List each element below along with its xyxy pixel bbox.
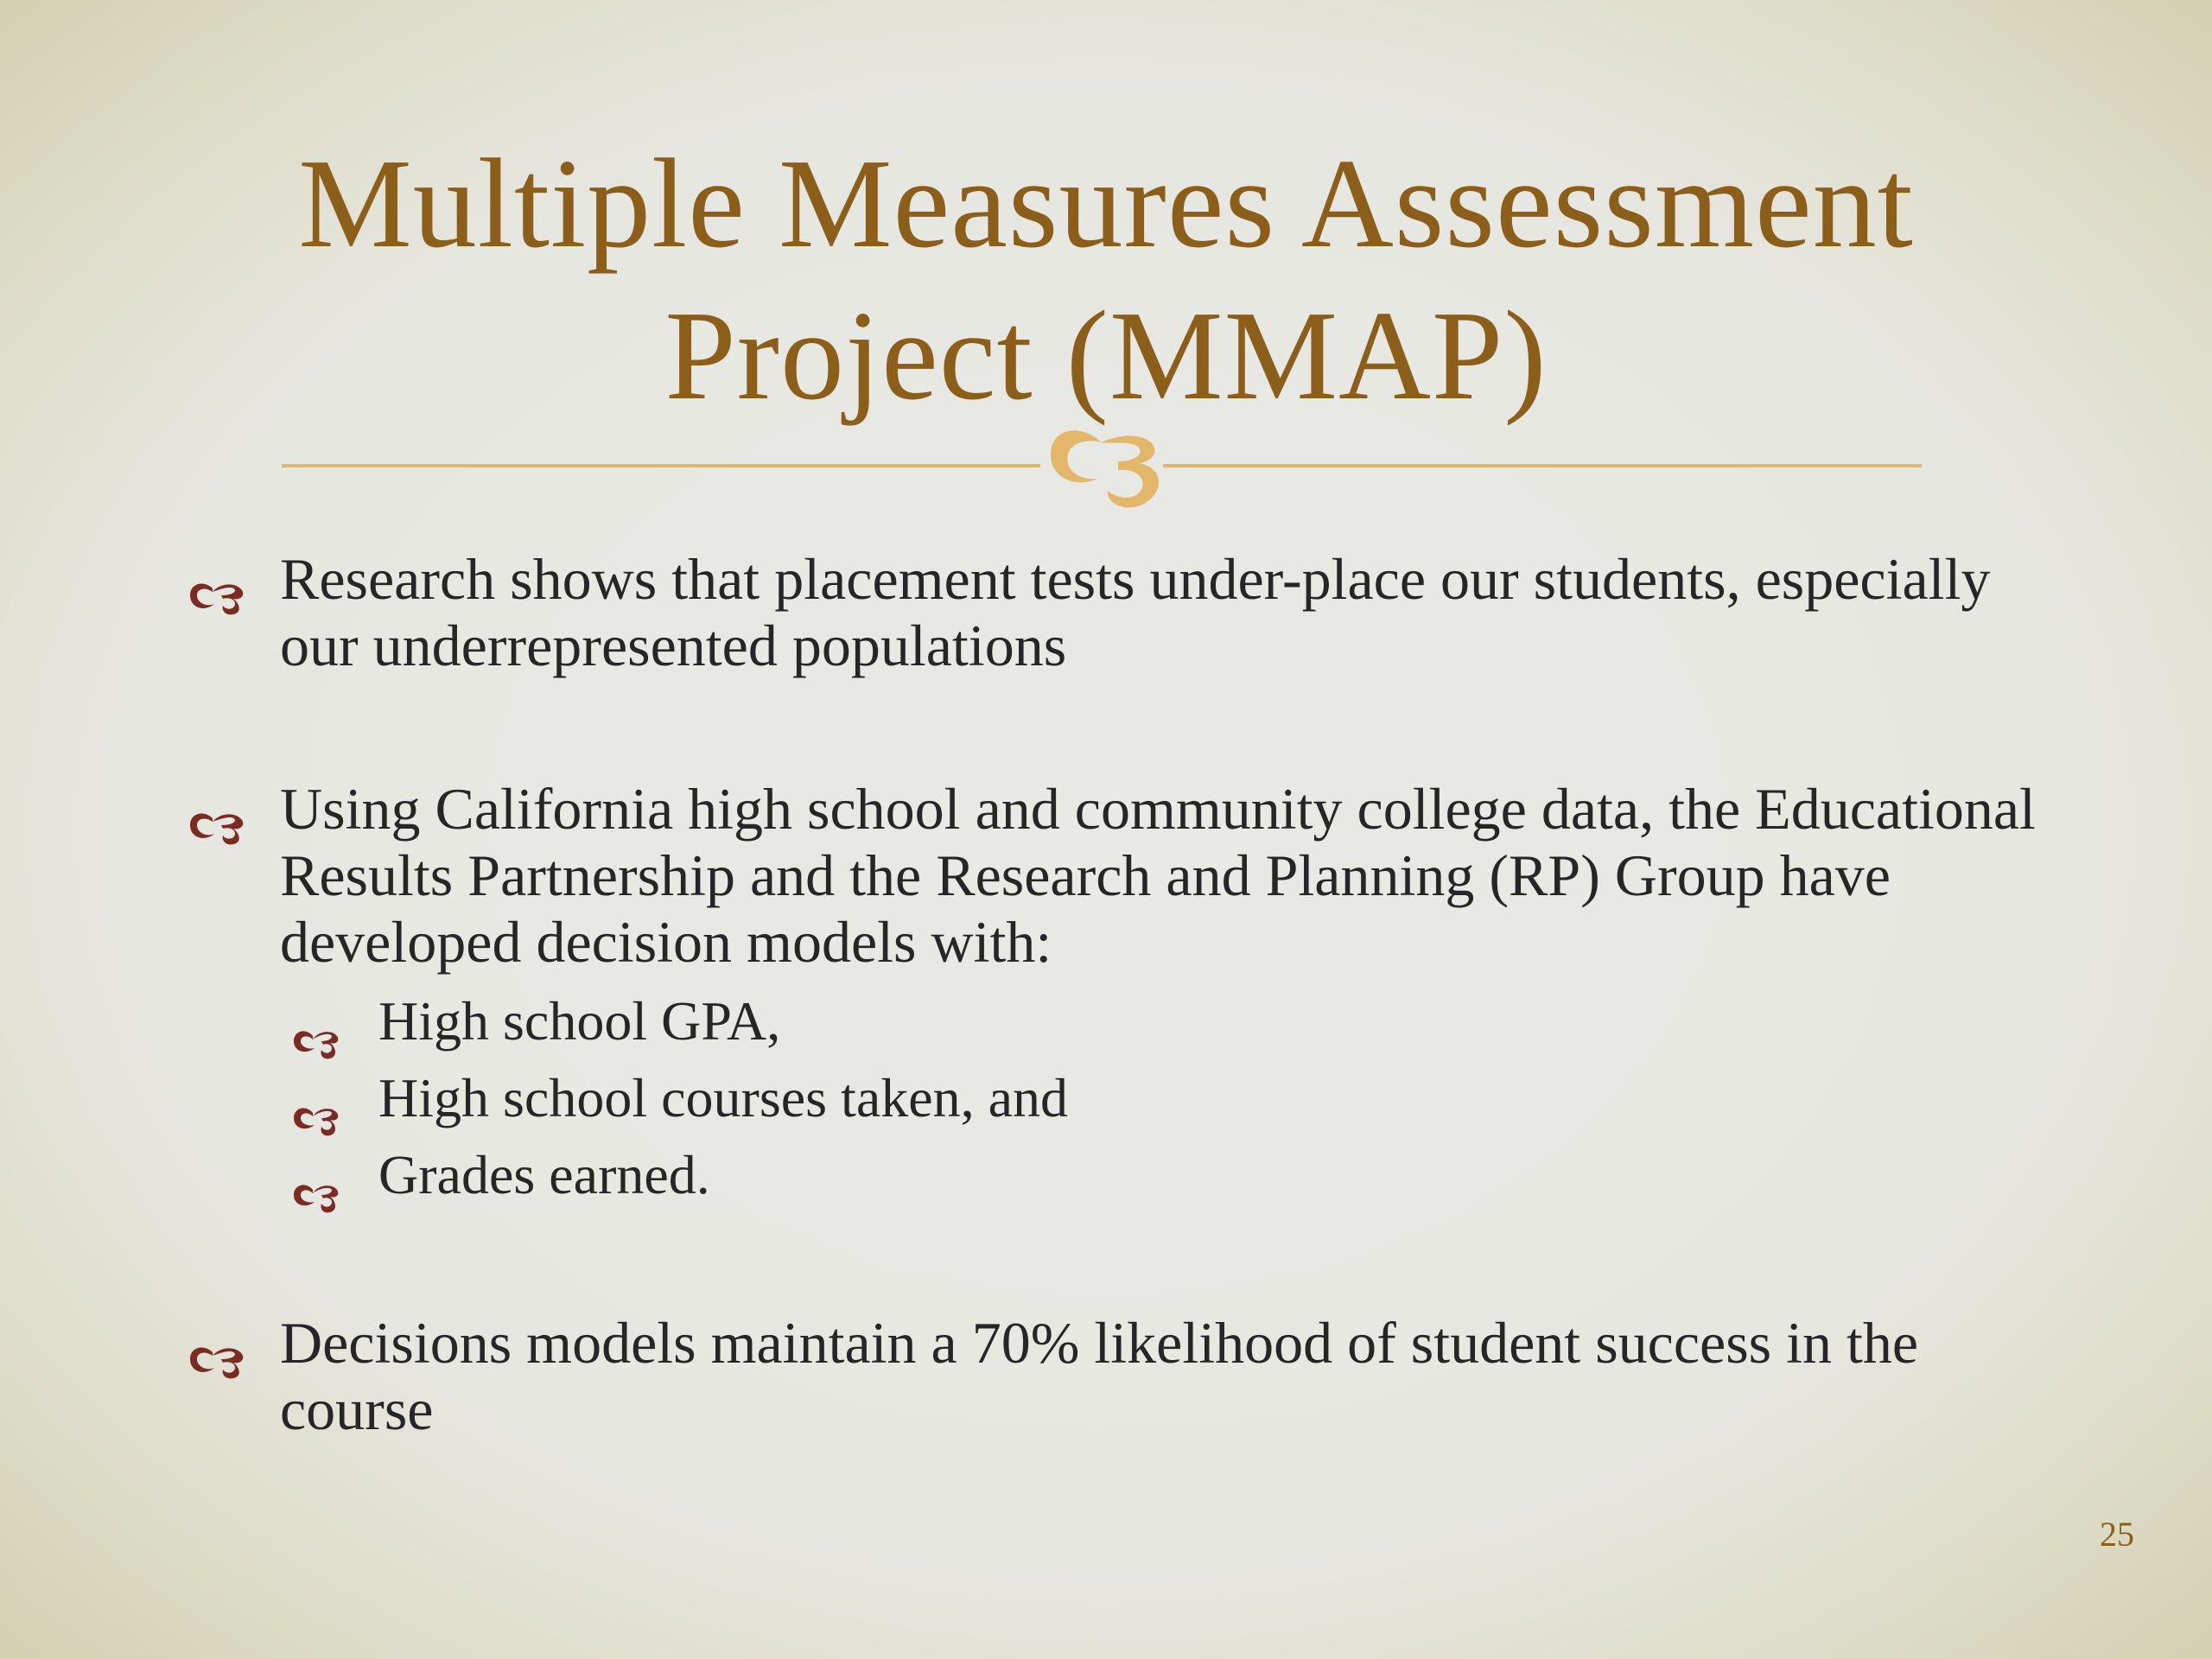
- sub-bullet-item: [187, 982, 2044, 1059]
- sub-bullet-text: High school GPA,: [378, 990, 781, 1052]
- slide-body: [187, 546, 2044, 1443]
- sub-bullet-item: [187, 1136, 2044, 1213]
- swash-sub-bullet-icon: [290, 1080, 342, 1116]
- sub-bullet-item: [187, 1059, 2044, 1136]
- bullet-text: Using California high school and community college data, the Educational Results Partnership and the Research and Planning (RP) Group have developed decision models with:: [280, 776, 2036, 975]
- bullet-text: Research shows that placement tests under-place our students, especially our underrepresented populations: [280, 546, 1991, 678]
- bullet-item: [187, 1310, 2044, 1443]
- flourish-ornament-icon: [1032, 406, 1179, 518]
- swash-bullet-icon: [187, 1327, 247, 1365]
- bullet-item: [187, 546, 2044, 679]
- page-number: 25: [2100, 1515, 2134, 1554]
- swash-bullet-icon: [187, 563, 247, 601]
- title-line-1: Multiple Measures Assessment: [298, 133, 1914, 275]
- sub-bullet-list: [187, 982, 2044, 1213]
- title-line-2: Project (MMAP): [664, 285, 1548, 427]
- slide-title: [173, 128, 2039, 432]
- swash-sub-bullet-icon: [290, 1003, 342, 1039]
- bullet-text: Decisions models maintain a 70% likelihood of student success in the course: [280, 1310, 1919, 1442]
- bullet-item: [187, 776, 2044, 976]
- swash-bullet-icon: [187, 793, 247, 831]
- title-divider-left: [282, 464, 1040, 467]
- swash-sub-bullet-icon: [290, 1157, 342, 1193]
- sub-bullet-text: High school courses taken, and: [378, 1067, 1069, 1128]
- title-divider-right: [1163, 464, 1922, 467]
- sub-bullet-text: Grades earned.: [378, 1144, 710, 1205]
